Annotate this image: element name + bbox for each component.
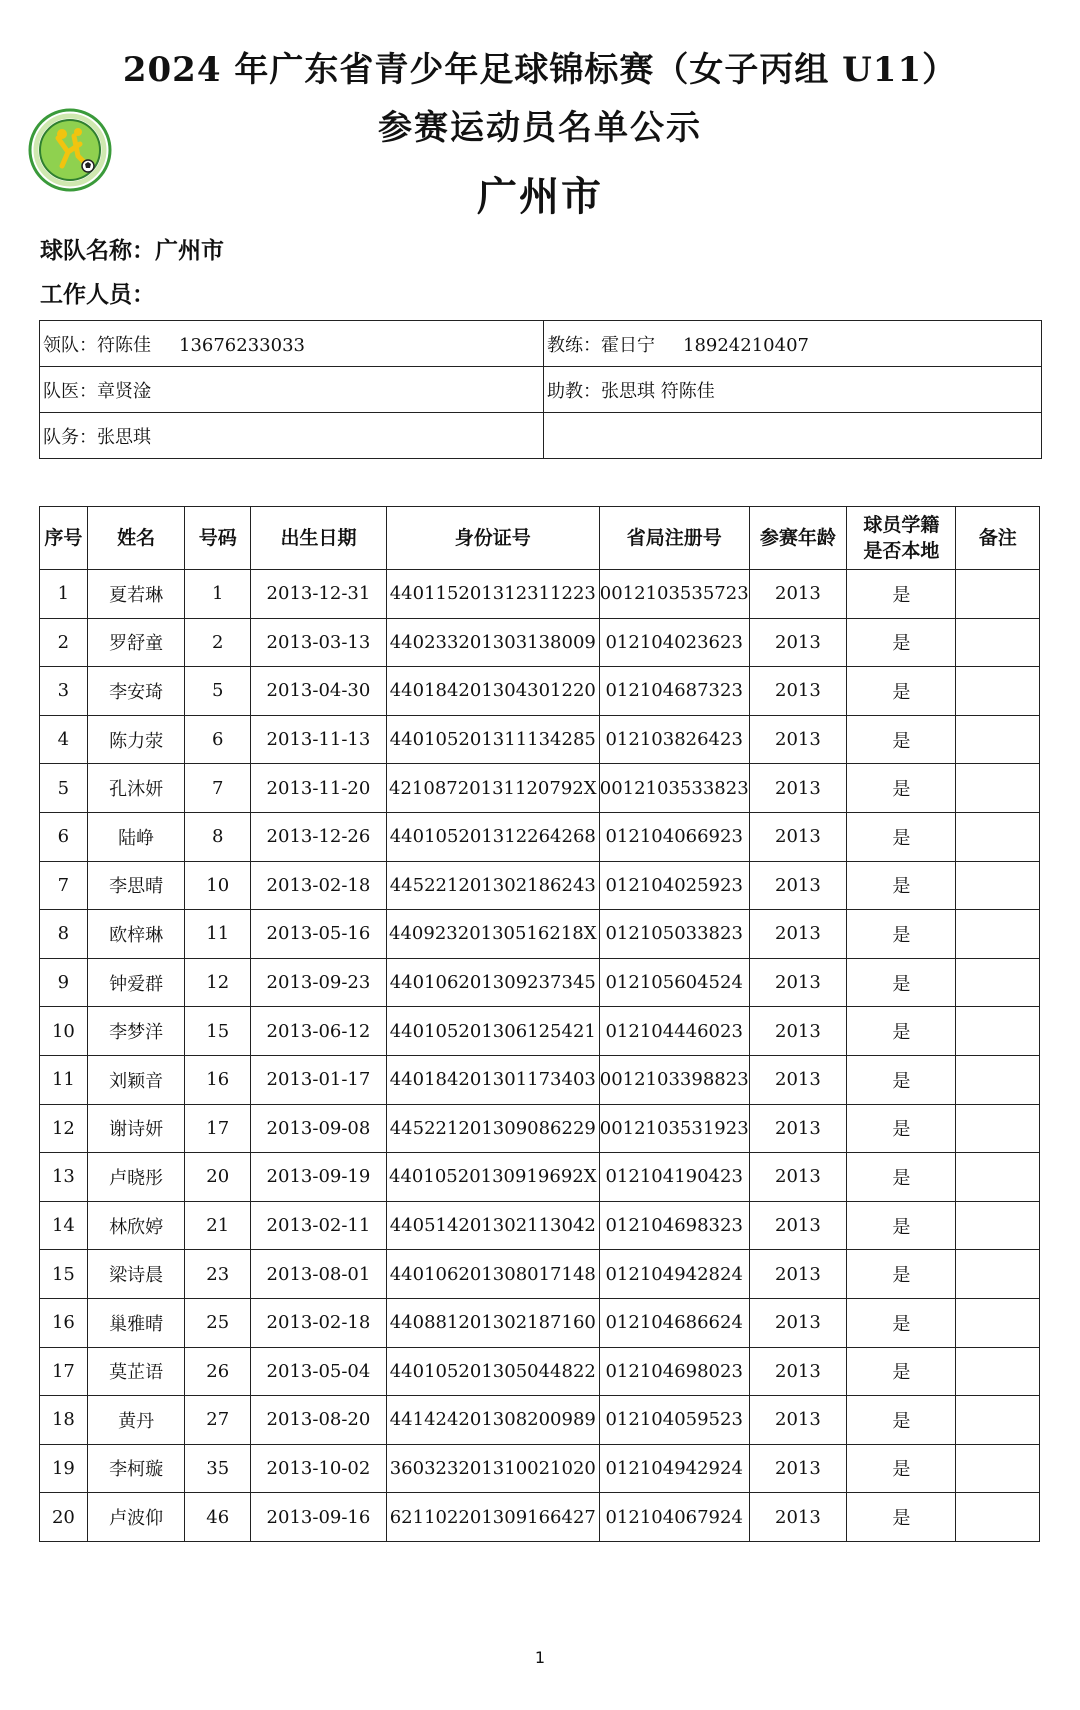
table-cell: 2: [40, 618, 88, 667]
table-cell: [956, 1347, 1040, 1396]
table-cell: 11: [185, 910, 251, 959]
column-header: 球员学籍 是否本地: [847, 507, 956, 570]
coach-name: 霍日宁: [601, 334, 655, 356]
table-cell: 2013: [749, 715, 847, 764]
table-cell: 35: [185, 1444, 251, 1493]
staff-table: [39, 320, 1042, 459]
table-cell: [956, 618, 1040, 667]
table-cell: 2013: [749, 1007, 847, 1056]
column-header: 备注: [956, 507, 1040, 570]
table-cell: 是: [847, 861, 956, 910]
table-cell: 2013-09-16: [251, 1493, 387, 1542]
table-cell: 10: [40, 1007, 88, 1056]
table-cell: [956, 764, 1040, 813]
table-cell: 15: [40, 1250, 88, 1299]
table-cell: [956, 1396, 1040, 1445]
table-cell: 是: [847, 1250, 956, 1299]
table-cell: 2013-12-26: [251, 812, 387, 861]
table-cell: 012104942924: [599, 1444, 749, 1493]
table-row: [40, 861, 1040, 910]
table-cell: 10: [185, 861, 251, 910]
table-cell: 012104687323: [599, 667, 749, 716]
table-cell: 440184201304301220: [386, 667, 599, 716]
table-cell: 2013-08-20: [251, 1396, 387, 1445]
table-cell: 26: [185, 1347, 251, 1396]
table-cell: 445221201302186243: [386, 861, 599, 910]
table-cell: 2013: [749, 812, 847, 861]
coach-label: 教练：: [547, 334, 601, 356]
table-cell: 440105201305044822: [386, 1347, 599, 1396]
table-cell: 25: [185, 1298, 251, 1347]
table-cell: 1: [185, 570, 251, 619]
table-cell: 012104942824: [599, 1250, 749, 1299]
table-cell: 2013: [749, 1298, 847, 1347]
table-row: [40, 618, 1040, 667]
table-cell: 莫芷语: [87, 1347, 185, 1396]
table-cell: 012104023623: [599, 618, 749, 667]
table-cell: 是: [847, 1153, 956, 1202]
table-cell: 2013: [749, 570, 847, 619]
table-cell: 2: [185, 618, 251, 667]
table-cell: 0012103398823: [599, 1055, 749, 1104]
table-cell: 20: [185, 1153, 251, 1202]
table-cell: 2013: [749, 1396, 847, 1445]
table-cell: 林欣婷: [87, 1201, 185, 1250]
table-cell: 是: [847, 1493, 956, 1542]
leader-name: 符陈佳: [97, 334, 151, 356]
table-cell: 2013-03-13: [251, 618, 387, 667]
table-cell: 是: [847, 1055, 956, 1104]
table-cell: 8: [185, 812, 251, 861]
column-header: 姓名: [87, 507, 185, 570]
table-cell: 012104059523: [599, 1396, 749, 1445]
team-name-line: [40, 232, 224, 265]
table-cell: 2013: [749, 1250, 847, 1299]
table-cell: [956, 1104, 1040, 1153]
table-cell: 14: [40, 1201, 88, 1250]
table-cell: 2013: [749, 1153, 847, 1202]
table-cell: 2013-08-01: [251, 1250, 387, 1299]
table-cell: 42108720131120792X: [386, 764, 599, 813]
table-cell: 4: [40, 715, 88, 764]
table-cell: 3: [40, 667, 88, 716]
table-cell: 2013: [749, 764, 847, 813]
table-cell: 黄丹: [87, 1396, 185, 1445]
table-cell: 是: [847, 812, 956, 861]
leader-label: 领队：: [43, 334, 97, 356]
column-header: 参赛年龄: [749, 507, 847, 570]
table-row: [40, 1298, 1040, 1347]
table-cell: 6: [185, 715, 251, 764]
city-heading: 广州市: [477, 174, 603, 220]
table-cell: 441424201308200989: [386, 1396, 599, 1445]
table-cell: [956, 570, 1040, 619]
table-cell: 440106201308017148: [386, 1250, 599, 1299]
table-row: [40, 1396, 1040, 1445]
document-title: 2024 年广东省青少年足球锦标赛（女子丙组 U11）: [122, 50, 958, 90]
table-row: [40, 667, 1040, 716]
table-cell: [956, 812, 1040, 861]
table-cell: 23: [185, 1250, 251, 1299]
assistant-label: 助教：: [547, 380, 601, 402]
table-cell: 李梦洋: [87, 1007, 185, 1056]
table-cell: 012104698023: [599, 1347, 749, 1396]
staff-label: 工作人员：: [40, 282, 155, 308]
table-cell: 是: [847, 1007, 956, 1056]
table-cell: [956, 861, 1040, 910]
table-cell: 2013: [749, 958, 847, 1007]
affairs-name: 张思琪: [97, 426, 151, 448]
table-cell: 是: [847, 1444, 956, 1493]
column-header: 号码: [185, 507, 251, 570]
table-cell: 440105201311134285: [386, 715, 599, 764]
table-cell: 是: [847, 1201, 956, 1250]
affairs-cell: [40, 413, 544, 459]
table-cell: 是: [847, 1396, 956, 1445]
table-cell: 是: [847, 764, 956, 813]
coach-cell: [544, 321, 1042, 367]
table-cell: 360323201310021020: [386, 1444, 599, 1493]
roster-body: [40, 570, 1040, 1542]
table-cell: 012105604524: [599, 958, 749, 1007]
table-cell: 0012103531923: [599, 1104, 749, 1153]
table-cell: 2013: [749, 1493, 847, 1542]
table-cell: 是: [847, 715, 956, 764]
table-cell: 2013: [749, 618, 847, 667]
leader-cell: [40, 321, 544, 367]
table-cell: 2013: [749, 1055, 847, 1104]
empty-cell: [544, 413, 1042, 459]
table-cell: 012104446023: [599, 1007, 749, 1056]
table-cell: 12: [40, 1104, 88, 1153]
table-cell: 440105201312264268: [386, 812, 599, 861]
table-cell: [956, 1007, 1040, 1056]
table-cell: 012103826423: [599, 715, 749, 764]
table-cell: 8: [40, 910, 88, 959]
table-cell: 2013: [749, 1104, 847, 1153]
table-cell: 440184201301173403: [386, 1055, 599, 1104]
table-row: [40, 958, 1040, 1007]
table-cell: 16: [40, 1298, 88, 1347]
table-cell: 0012103533823: [599, 764, 749, 813]
table-cell: 27: [185, 1396, 251, 1445]
table-cell: 440115201312311223: [386, 570, 599, 619]
team-name-value: 广州市: [155, 238, 224, 264]
doctor-cell: [40, 367, 544, 413]
table-cell: 2013-11-13: [251, 715, 387, 764]
roster-header-row: [40, 507, 1040, 570]
table-cell: 15: [185, 1007, 251, 1056]
table-cell: 440105201306125421: [386, 1007, 599, 1056]
table-cell: 是: [847, 570, 956, 619]
table-cell: 440514201302113042: [386, 1201, 599, 1250]
table-cell: 5: [185, 667, 251, 716]
table-cell: 440106201309237345: [386, 958, 599, 1007]
column-header: 省局注册号: [599, 507, 749, 570]
table-cell: 2013: [749, 1201, 847, 1250]
page-number: 1: [534, 1648, 546, 1667]
table-cell: 陆峥: [87, 812, 185, 861]
table-cell: 012104066923: [599, 812, 749, 861]
table-cell: 2013-06-12: [251, 1007, 387, 1056]
table-cell: 7: [185, 764, 251, 813]
table-cell: 是: [847, 667, 956, 716]
assistant-cell: [544, 367, 1042, 413]
table-cell: 012104698323: [599, 1201, 749, 1250]
table-row: [40, 1055, 1040, 1104]
table-cell: 李思晴: [87, 861, 185, 910]
column-header: 序号: [40, 507, 88, 570]
table-cell: 46: [185, 1493, 251, 1542]
column-header: 身份证号: [386, 507, 599, 570]
table-cell: [956, 1298, 1040, 1347]
table-cell: 卢波仰: [87, 1493, 185, 1542]
staff-row: [40, 413, 1042, 459]
table-cell: [956, 1153, 1040, 1202]
table-cell: 6: [40, 812, 88, 861]
table-cell: 2013: [749, 1444, 847, 1493]
table-cell: 2013-04-30: [251, 667, 387, 716]
table-cell: 7: [40, 861, 88, 910]
table-row: [40, 1104, 1040, 1153]
table-row: [40, 1007, 1040, 1056]
table-cell: [956, 715, 1040, 764]
table-cell: 李柯璇: [87, 1444, 185, 1493]
table-cell: 2013-10-02: [251, 1444, 387, 1493]
document-subtitle: 参赛运动员名单公示: [378, 108, 702, 148]
table-cell: 是: [847, 1347, 956, 1396]
table-cell: 012105033823: [599, 910, 749, 959]
table-cell: 1: [40, 570, 88, 619]
table-cell: 012104025923: [599, 861, 749, 910]
table-cell: 2013-09-19: [251, 1153, 387, 1202]
table-cell: 19: [40, 1444, 88, 1493]
table-cell: 5: [40, 764, 88, 813]
team-name-label: 球队名称：: [40, 238, 155, 264]
table-cell: 012104686624: [599, 1298, 749, 1347]
table-cell: 2013: [749, 910, 847, 959]
table-row: [40, 910, 1040, 959]
table-cell: 梁诗晨: [87, 1250, 185, 1299]
table-cell: 2013-05-04: [251, 1347, 387, 1396]
leader-phone: 13676233033: [179, 334, 305, 356]
assistant-names: 张思琪 符陈佳: [601, 380, 715, 402]
table-cell: 2013-11-20: [251, 764, 387, 813]
table-row: [40, 1153, 1040, 1202]
table-cell: 17: [40, 1347, 88, 1396]
table-cell: 卢晓彤: [87, 1153, 185, 1202]
table-cell: 是: [847, 910, 956, 959]
table-row: [40, 764, 1040, 813]
table-cell: 钟爱群: [87, 958, 185, 1007]
table-cell: 2013-01-17: [251, 1055, 387, 1104]
staff-row: [40, 321, 1042, 367]
table-cell: [956, 1444, 1040, 1493]
table-cell: 012104190423: [599, 1153, 749, 1202]
table-cell: [956, 1250, 1040, 1299]
table-cell: 陈力荥: [87, 715, 185, 764]
table-cell: [956, 910, 1040, 959]
table-cell: 是: [847, 958, 956, 1007]
roster-table: [39, 506, 1040, 1542]
table-row: [40, 1493, 1040, 1542]
table-cell: [956, 958, 1040, 1007]
table-cell: 欧梓琳: [87, 910, 185, 959]
table-cell: 是: [847, 618, 956, 667]
table-cell: 2013-02-11: [251, 1201, 387, 1250]
table-cell: 2013-09-08: [251, 1104, 387, 1153]
table-row: [40, 570, 1040, 619]
coach-phone: 18924210407: [683, 334, 809, 356]
table-cell: 16: [185, 1055, 251, 1104]
table-cell: 2013-02-18: [251, 861, 387, 910]
table-cell: 谢诗妍: [87, 1104, 185, 1153]
column-header: 出生日期: [251, 507, 387, 570]
table-cell: 孔沐妍: [87, 764, 185, 813]
table-cell: 2013: [749, 861, 847, 910]
table-cell: 2013-05-16: [251, 910, 387, 959]
table-cell: 2013-12-31: [251, 570, 387, 619]
affairs-label: 队务：: [43, 426, 97, 448]
table-row: [40, 1347, 1040, 1396]
table-cell: 9: [40, 958, 88, 1007]
table-cell: 12: [185, 958, 251, 1007]
table-cell: 是: [847, 1298, 956, 1347]
table-cell: 李安琦: [87, 667, 185, 716]
table-cell: 2013-02-18: [251, 1298, 387, 1347]
table-cell: [956, 1055, 1040, 1104]
table-cell: 20: [40, 1493, 88, 1542]
table-row: [40, 1444, 1040, 1493]
table-cell: 2013: [749, 667, 847, 716]
table-cell: 44092320130516218X: [386, 910, 599, 959]
table-row: [40, 812, 1040, 861]
table-cell: [956, 1493, 1040, 1542]
table-cell: 18: [40, 1396, 88, 1445]
table-cell: 17: [185, 1104, 251, 1153]
table-cell: 刘颖音: [87, 1055, 185, 1104]
table-row: [40, 715, 1040, 764]
table-cell: 621102201309166427: [386, 1493, 599, 1542]
table-cell: 440233201303138009: [386, 618, 599, 667]
table-cell: 11: [40, 1055, 88, 1104]
table-cell: [956, 667, 1040, 716]
table-row: [40, 1201, 1040, 1250]
table-cell: 是: [847, 1104, 956, 1153]
table-cell: 13: [40, 1153, 88, 1202]
table-cell: 21: [185, 1201, 251, 1250]
table-cell: 2013-09-23: [251, 958, 387, 1007]
table-cell: 巢雅晴: [87, 1298, 185, 1347]
table-cell: 夏若琳: [87, 570, 185, 619]
doctor-name: 章贤淦: [97, 380, 151, 402]
table-cell: 2013: [749, 1347, 847, 1396]
table-cell: 罗舒童: [87, 618, 185, 667]
table-cell: 44010520130919692X: [386, 1153, 599, 1202]
table-cell: 445221201309086229: [386, 1104, 599, 1153]
doctor-label: 队医：: [43, 380, 97, 402]
table-cell: 440881201302187160: [386, 1298, 599, 1347]
table-cell: 0012103535723: [599, 570, 749, 619]
staff-row: [40, 367, 1042, 413]
table-row: [40, 1250, 1040, 1299]
table-cell: 012104067924: [599, 1493, 749, 1542]
table-cell: [956, 1201, 1040, 1250]
